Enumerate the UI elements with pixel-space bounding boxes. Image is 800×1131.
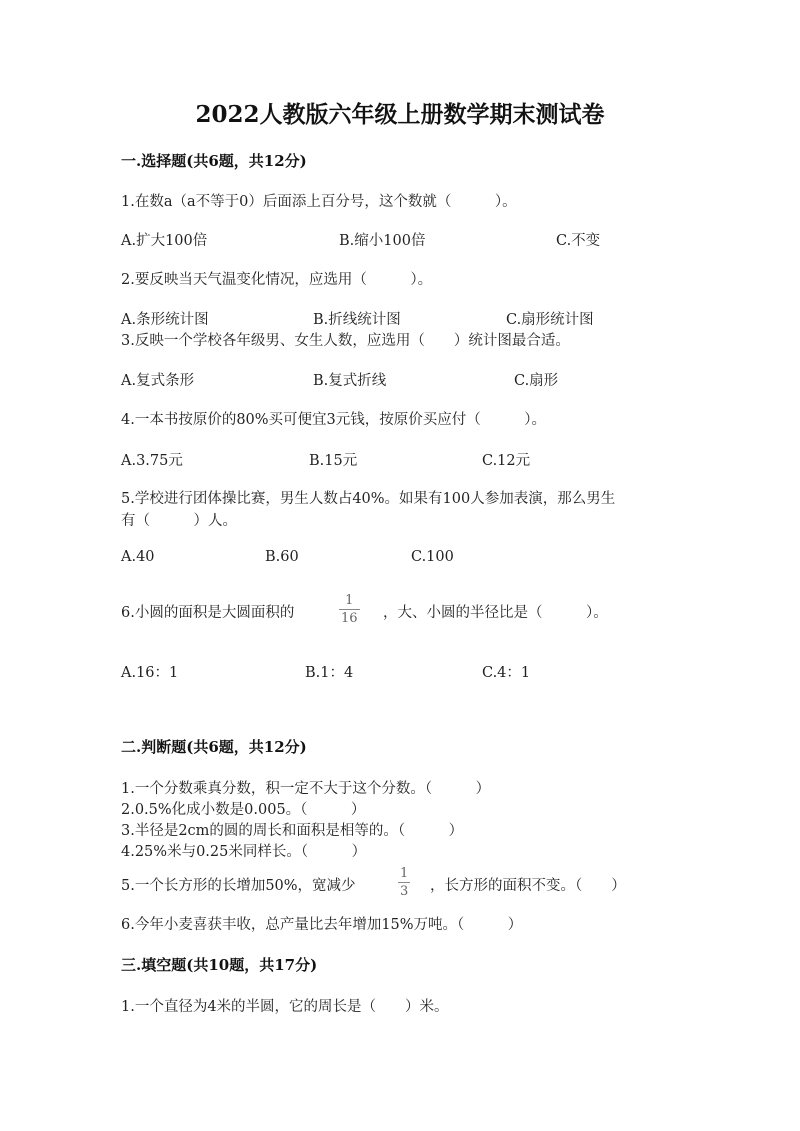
judgement-4: 4.25%米与0.25米同样长。（ ） [121, 844, 367, 860]
option-b: B.60 [265, 549, 299, 565]
judgement-2: 2.0.5%化成小数是0.005。（ ） [121, 802, 366, 818]
fraction-one-third [398, 867, 410, 898]
judgement-3: 3.半径是2cm的圆的周长和面积是相等的。（ ） [121, 823, 464, 839]
question-1-1: 1.在数a（a不等于0）后面添上百分号，这个数就（ ）。 [121, 194, 517, 210]
option-b: B.缩小100倍 [339, 233, 426, 249]
judgement-5-text: 5.一个长方形的长增加50%，宽减少 [121, 878, 356, 894]
fraction-one-sixteenth [339, 594, 360, 625]
option-b: B.折线统计图 [313, 312, 401, 328]
option-c: C.100 [411, 549, 454, 565]
option-c: C.扇形统计图 [506, 312, 594, 328]
question-1-6-rest: ，大、小圆的半径比是（ ）。 [383, 605, 608, 621]
judgement-6: 6.今年小麦喜获丰收，总产量比去年增加15%万吨。（ ） [121, 917, 523, 933]
fraction-numerator: 1 [345, 593, 354, 608]
fraction-denominator: 3 [400, 884, 409, 899]
judgement-1: 1.一个分数乘真分数，积一定不大于这个分数。（ ） [121, 781, 491, 797]
page-title: 2022人教版六年级上册数学期末测试卷 [195, 101, 605, 128]
option-a: A.条形统计图 [121, 312, 209, 328]
option-c: C.不变 [556, 233, 601, 249]
question-1-6-text: 6.小圆的面积是大圆面积的 [121, 605, 295, 621]
fraction-denominator: 16 [341, 611, 358, 626]
option-a: A.复式条形 [121, 373, 195, 389]
question-1-5-line1: 5.学校进行团体操比赛，男生人数占40%。如果有100人参加表演，那么男生 [121, 491, 616, 507]
question-1-2: 2.要反映当天气温变化情况，应选用（ ）。 [121, 272, 433, 288]
question-1-3: 3.反映一个学校各年级男、女生人数，应选用（ ）统计图最合适。 [121, 333, 570, 349]
option-b: B.复式折线 [313, 373, 387, 389]
option-a: A.40 [121, 549, 155, 565]
option-b: B.15元 [309, 453, 358, 469]
fraction-numerator: 1 [400, 866, 409, 881]
option-a: A.扩大100倍 [121, 233, 208, 249]
option-a: A.3.75元 [121, 453, 183, 469]
section-heading-choice: 一.选择题(共6题，共12分) [121, 152, 307, 170]
fill-in-1: 1.一个直径为4米的半圆，它的周长是（ ）米。 [121, 999, 449, 1015]
option-c: C.扇形 [514, 373, 559, 389]
question-1-4: 4.一本书按原价的80%买可便宜3元钱，按原价买应付（ ）。 [121, 412, 547, 428]
judgement-5-rest: ，长方形的面积不变。（ ） [430, 878, 626, 894]
option-a: A.16：1 [121, 665, 179, 681]
option-c: C.12元 [482, 453, 531, 469]
question-1-5-line2: 有（ ）人。 [121, 513, 237, 529]
option-c: C.4：1 [482, 665, 531, 681]
section-heading-judgement: 二.判断题(共6题，共12分) [121, 738, 307, 756]
option-b: B.1：4 [305, 665, 354, 681]
section-heading-fill-in: 三.填空题(共10题，共17分) [121, 956, 318, 974]
